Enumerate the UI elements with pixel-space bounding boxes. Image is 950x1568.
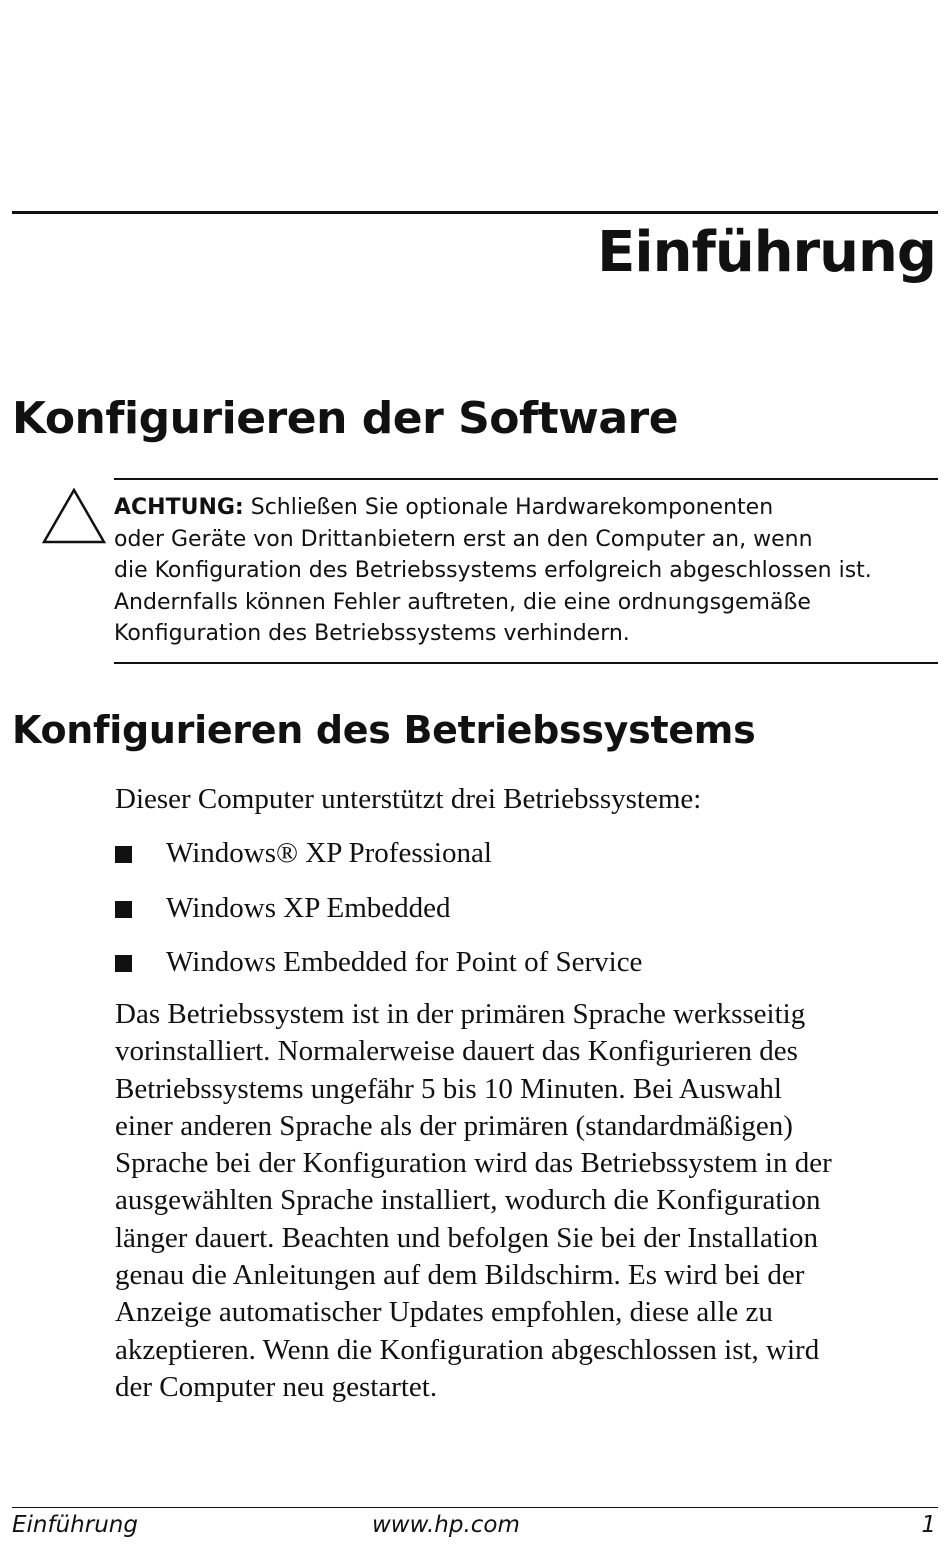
- subsection-heading: Konfigurieren des Betriebssystems: [12, 708, 756, 752]
- os-name: Windows® XP Professional: [166, 837, 492, 869]
- footer-rule: [12, 1507, 938, 1508]
- paragraph-line: ausgewählten Sprache installiert, wodurch die Konfiguration: [115, 1184, 821, 1217]
- caution-line: die Konfiguration des Betriebssystems erfolgreich abgeschlossen ist.: [114, 558, 872, 583]
- bullet-square-icon: [115, 901, 132, 918]
- paragraph-line: Sprache bei der Konfiguration wird das Betriebssystem in der: [115, 1147, 832, 1180]
- bullet-square-icon: [115, 846, 132, 863]
- paragraph-line: genau die Anleitungen auf dem Bildschirm. Es wird bei der: [115, 1259, 805, 1292]
- caution-line: Schließen Sie optionale Hardwarekomponenten: [250, 495, 774, 520]
- caution-line: Andernfalls können Fehler auftreten, die eine ordnungsgemäße: [114, 589, 811, 615]
- warning-triangle-icon: [42, 488, 106, 544]
- os-name: Windows XP Embedded: [166, 891, 451, 924]
- caution-line: Konfiguration des Betriebssystems verhindern.: [114, 621, 630, 646]
- caution-box: [114, 478, 938, 664]
- paragraph-line: Anzeige automatischer Updates empfohlen, diese alle zu: [115, 1296, 773, 1329]
- paragraph-line: der Computer neu gestartet.: [115, 1370, 438, 1403]
- intro-text: Dieser Computer unterstützt drei Betriebssysteme:: [115, 783, 702, 815]
- caution-label: ACHTUNG:: [114, 495, 244, 520]
- paragraph-line: akzeptieren. Wenn die Konfiguration abgeschlossen ist, wird: [115, 1333, 820, 1366]
- paragraph-line: Das Betriebssystem ist in der primären Sprache werksseitig: [115, 998, 806, 1030]
- paragraph-line: einer anderen Sprache als der primären (standardmäßigen): [115, 1109, 793, 1142]
- list-item: [115, 943, 642, 998]
- os-list: [115, 834, 642, 998]
- chapter-title: Einführung: [597, 220, 936, 285]
- caution-text: [114, 492, 914, 650]
- footer-url: www.hp.com: [372, 1512, 520, 1538]
- list-item: [115, 889, 642, 944]
- section-heading: Konfigurieren der Software: [12, 393, 679, 444]
- caution-line: oder Geräte von Drittanbietern erst an den Computer an, wenn: [114, 526, 813, 552]
- paragraph-line: vorinstalliert. Normalerweise dauert das Konfigurieren des: [115, 1035, 798, 1068]
- paragraph-line: Betriebssystems ungefähr 5 bis 10 Minuten. Bei Auswahl: [115, 1072, 782, 1105]
- os-name: Windows Embedded for Point of Service: [166, 946, 643, 978]
- bullet-square-icon: [115, 955, 132, 972]
- list-item: [115, 834, 642, 889]
- chapter-rule: [12, 211, 938, 214]
- body-paragraph: [115, 996, 905, 1406]
- footer-chapter: Einführung: [12, 1512, 138, 1538]
- paragraph-line: länger dauert. Beachten und befolgen Sie bei der Installation: [115, 1221, 818, 1254]
- page-number: 1: [921, 1512, 936, 1538]
